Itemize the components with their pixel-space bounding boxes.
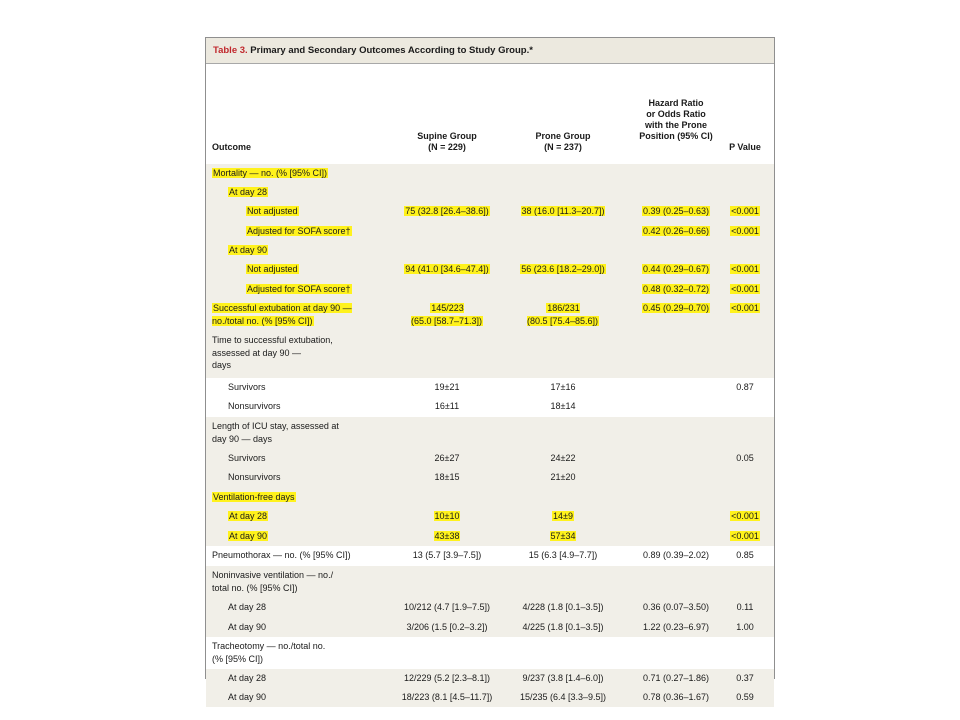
cell-outcome: Nonsurvivors [228, 472, 281, 482]
cell-outcome: Pneumothorax — no. (% [95% CI]) [212, 550, 351, 560]
table-row [206, 637, 774, 669]
cell-prone: 57±34 [550, 531, 576, 541]
cell-p-value: 0.87 [736, 382, 754, 392]
cell-prone: 15 (6.3 [4.9–7.7]) [528, 550, 598, 560]
cell-prone: 15/235 (6.4 [3.3–9.5]) [519, 692, 607, 702]
table-row [206, 183, 774, 202]
table-row [206, 598, 774, 618]
cell-p-value: <0.001 [731, 226, 759, 236]
table-row [206, 164, 774, 183]
table-header [206, 64, 774, 165]
cell-prone: 56 (23.6 [18.2–29.0]) [521, 264, 605, 274]
cell-outcome: At day 90 [229, 245, 268, 255]
cell-outcome: Nonsurvivors [228, 401, 281, 411]
cell-outcome: Mortality — no. (% [95% CI]) [213, 168, 328, 178]
cell-outcome: At day 90 [229, 531, 268, 541]
cell-ratio: 0.48 (0.32–0.72) [642, 284, 710, 294]
cell-p-value: 0.05 [736, 453, 754, 463]
cell-supine: 18/223 (8.1 [4.5–11.7]) [401, 692, 493, 702]
cell-supine: 10±10 [434, 511, 460, 521]
cell-ratio: 0.36 (0.07–3.50) [642, 602, 710, 612]
table-row [206, 260, 774, 280]
cell-p-value: 0.37 [736, 673, 754, 683]
cell-p-value: 0.59 [736, 692, 754, 702]
column-header-prone-group: Prone Group (N = 237) [535, 131, 591, 152]
cell-supine: 10/212 (4.7 [1.9–7.5]) [403, 602, 491, 612]
cell-outcome: Adjusted for SOFA score† [247, 226, 351, 236]
cell-ratio: 1.22 (0.23–6.97) [642, 622, 710, 632]
table-row [206, 688, 774, 707]
table-row [206, 299, 774, 331]
table-title: Primary and Secondary Outcomes According to Study Group.* [247, 45, 533, 56]
cell-outcome: Ventilation-free days [213, 492, 295, 502]
cell-outcome: At day 28 [229, 187, 268, 197]
table-row [206, 449, 774, 468]
cell-outcome: At day 28 [229, 511, 268, 521]
cell-prone: 18±14 [550, 401, 576, 411]
cell-outcome: Adjusted for SOFA score† [247, 284, 351, 294]
column-header-outcome: Outcome [212, 142, 252, 152]
cell-ratio: 0.39 (0.25–0.63) [642, 206, 710, 216]
table-row [206, 507, 774, 527]
column-header-p-value: P Value [729, 142, 761, 152]
cell-supine: 94 (41.0 [34.6–47.4]) [405, 264, 489, 274]
table-row [206, 566, 774, 598]
cell-supine: 75 (32.8 [26.4–38.6]) [405, 206, 489, 216]
cell-outcome: Length of ICU stay, assessed at day 90 — days [212, 421, 339, 444]
cell-prone: 4/228 (1.8 [0.1–3.5]) [522, 602, 604, 612]
cell-supine: 3/206 (1.5 [0.2–3.2]) [406, 622, 488, 632]
table-row [206, 202, 774, 222]
cell-p-value: <0.001 [731, 206, 759, 216]
table-caption [206, 38, 774, 64]
cell-outcome: At day 90 [228, 692, 267, 702]
cell-ratio: 0.44 (0.29–0.67) [642, 264, 710, 274]
table-row [206, 527, 774, 546]
table-row [206, 222, 774, 241]
cell-prone: 14±9 [553, 511, 573, 521]
cell-p-value: <0.001 [731, 303, 759, 313]
cell-prone: 21±20 [550, 472, 576, 482]
cell-ratio: 0.89 (0.39–2.02) [642, 550, 710, 560]
outcomes-table [205, 37, 775, 702]
cell-supine: 18±15 [434, 472, 460, 482]
cell-outcome: Time to successful extubation, assessed at day 90 — days [212, 335, 333, 370]
table-row [206, 488, 774, 507]
cell-p-value: 1.00 [736, 622, 754, 632]
cell-outcome: At day 28 [228, 602, 267, 612]
cell-outcome: At day 28 [228, 673, 267, 683]
cell-prone: 9/237 (3.8 [1.4–6.0]) [522, 673, 604, 683]
cell-outcome: Not adjusted [247, 206, 298, 216]
cell-p-value: <0.001 [731, 531, 759, 541]
cell-prone: 4/225 (1.8 [0.1–3.5]) [522, 622, 604, 632]
cell-outcome: Survivors [228, 453, 266, 463]
cell-ratio: 0.45 (0.29–0.70) [642, 303, 710, 313]
cell-outcome: Successful extubation at day 90 — no./total no. (% [95% CI]) [212, 303, 352, 326]
cell-outcome: Noninvasive ventilation — no./ total no. (% [95% CI]) [212, 570, 334, 593]
cell-supine: 16±11 [434, 401, 460, 411]
cell-prone: 24±22 [550, 453, 576, 463]
cell-p-value: <0.001 [731, 264, 759, 274]
cell-p-value: 0.11 [736, 602, 754, 612]
table-row [206, 669, 774, 688]
cell-supine: 12/229 (5.2 [2.3–8.1]) [403, 673, 491, 683]
table-row [206, 241, 774, 260]
table-row [206, 397, 774, 417]
column-header-supine-group: Supine Group (N = 229) [417, 131, 477, 152]
cell-supine: 19±21 [434, 382, 460, 392]
cell-outcome: At day 90 [228, 622, 267, 632]
cell-prone: 186/231 (80.5 [75.4–85.6]) [526, 303, 599, 326]
cell-supine: 26±27 [434, 453, 460, 463]
table-row [206, 417, 774, 449]
cell-supine: 43±38 [434, 531, 460, 541]
table-row [206, 378, 774, 397]
table-row [206, 331, 774, 378]
cell-ratio: 0.71 (0.27–1.86) [642, 673, 710, 683]
table-number: Table 3. [213, 45, 248, 56]
cell-prone: 17±16 [550, 382, 576, 392]
cell-p-value: 0.85 [736, 550, 754, 560]
cell-outcome: Not adjusted [247, 264, 298, 274]
cell-outcome: Tracheotomy — no./total no. (% [95% CI]) [212, 641, 326, 664]
cell-p-value: <0.001 [731, 284, 759, 294]
table-row [206, 280, 774, 299]
table-row [206, 468, 774, 488]
cell-outcome: Survivors [228, 382, 266, 392]
cell-ratio: 0.42 (0.26–0.66) [642, 226, 710, 236]
cell-supine: 145/223 (65.0 [58.7–71.3]) [410, 303, 483, 326]
table-row [206, 546, 774, 566]
cell-p-value: <0.001 [731, 511, 759, 521]
cell-prone: 38 (16.0 [11.3–20.7]) [521, 206, 605, 216]
cell-ratio: 0.78 (0.36–1.67) [642, 692, 710, 702]
cell-supine: 13 (5.7 [3.9–7.5]) [412, 550, 482, 560]
table-row [206, 618, 774, 637]
column-header-hazard-ratio: Hazard Ratio or Odds Ratio with the Prone Position (95% CI) [639, 98, 713, 141]
